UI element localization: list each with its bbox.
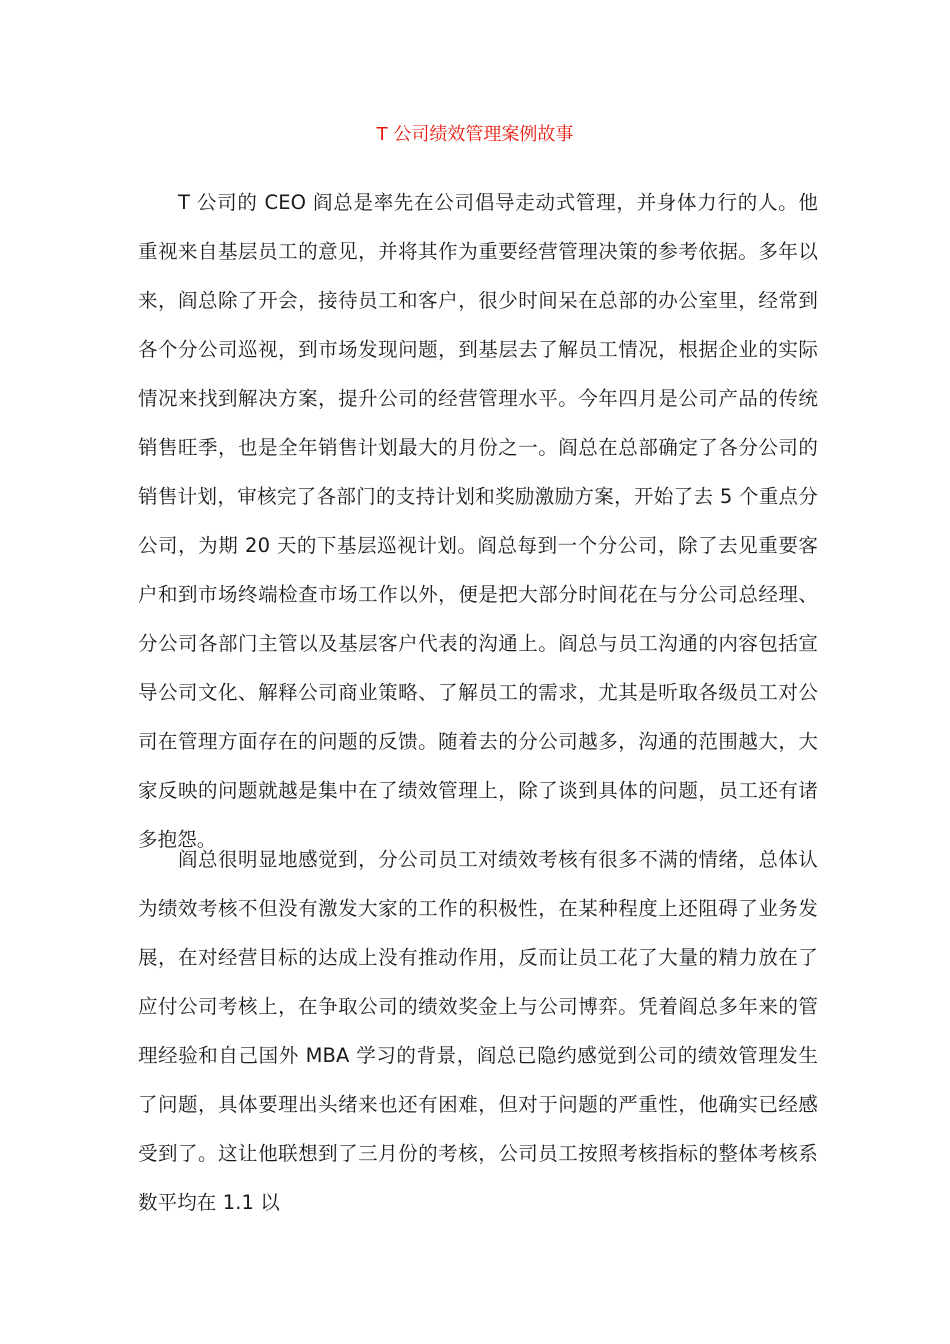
- paragraph-2: 阎总很明显地感觉到，分公司员工对绩效考核有很多不满的情绪，总体认为绩效考核不但没有激发大家的工作的积极性，在某种程度上还阻碍了业务发展，在对经营目标的达成上没有推动作用，反而让员工花了大量的精力放在了应付公司考核上，在争取公司的绩效奖金上与公司博弈。凭着阎总多年来的管理经验和自己国外 MBA 学习的背景，阎总已隐约感觉到公司的绩效管理发生了问题，具体要理出头绪来也还有困难，但对于问题的严重性，他确实已经感受到了。这让他联想到了三月份的考核，公司员工按照考核指标的整体考核系数平均在 1.1 以: [138, 848, 818, 1214]
- document-title: T 公司绩效管理案例故事: [376, 124, 574, 145]
- paragraph-1: T 公司的 CEO 阎总是率先在公司倡导走动式管理，并身体力行的人。他重视来自基层员工的意见，并将其作为重要经营管理决策的参考依据。多年以来，阎总除了开会，接待员工和客户，很少时间呆在总部的办公室里，经常到各个分公司巡视，到市场发现问题，到基层去了解员工情况，根据企业的实际情况来找到解决方案，提升公司的经营管理水平。今年四月是公司产品的传统销售旺季，也是全年销售计划最大的月份之一。阎总在总部确定了各分公司的销售计划，审核完了各部门的支持计划和奖励激励方案，开始了去 5 个重点分公司，为期 20 天的下基层巡视计划。阎总每到一个分公司，除了去见重要客户和到市场终端检查市场工作以外，便是把大部分时间花在与分公司总经理、分公司各部门主管以及基层客户代表的沟通上。阎总与员工沟通的内容包括宣导公司文化、解释公司商业策略、了解员工的需求，尤其是听取各级员工对公司在管理方面存在的问题的反馈。随着去的分公司越多，沟通的范围越大，大家反映的问题就越是集中在了绩效管理上，除了谈到具体的问题，员工还有诸多抱怨。: [138, 191, 818, 851]
